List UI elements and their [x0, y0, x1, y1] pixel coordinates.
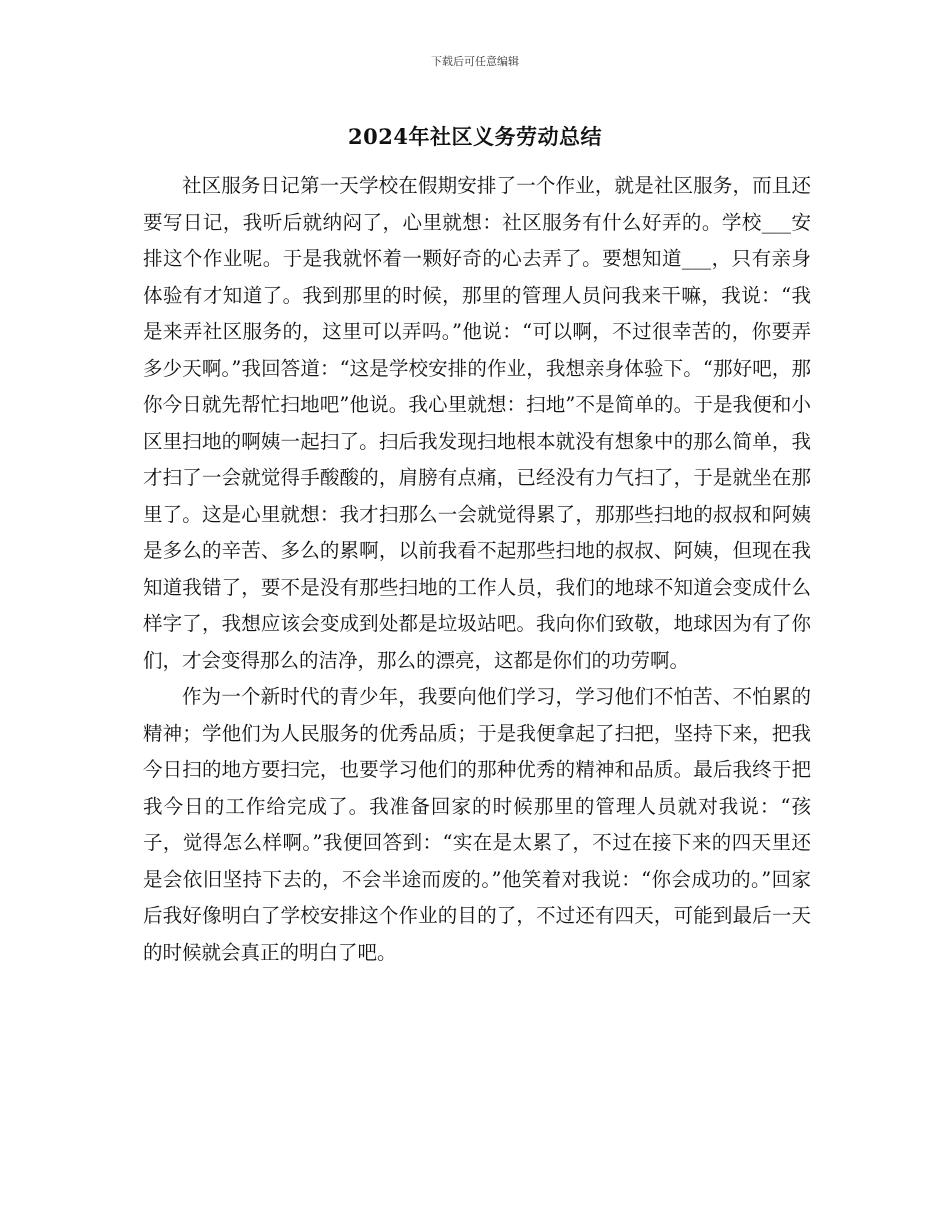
page-header-note: 下载后可任意编辑	[431, 55, 519, 68]
paragraph-2: 作为一个新时代的青少年，我要向他们学习，学习他们不怕苦、不怕累的精神；学他们为人民服务的优秀品质；于是我便拿起了扫把，坚持下来，把我今日扫的地方要扫完，也要学习他们的那种优秀的精神和品质。最后我终于把我今日的工作给完成了。我准备回家的时候那里的管理人员就对我说：“孩子，觉得怎么样啊。”我便回答到：“实在是太累了，不过在接下来的四天里还是会依旧坚持下去的，不会半途而废的。”他笑着对我说：“你会成功的。”回家后我好像明白了学校安排这个作业的目的了，不过还有四天，可能到最后一天的时候就会真正的明白了吧。	[143, 685, 811, 964]
document-body	[143, 168, 811, 971]
document-title: 2024年社区义务劳动总结	[348, 124, 602, 149]
paragraph-1: 社区服务日记第一天学校在假期安排了一个作业，就是社区服务，而且还要写日记，我听后就纳闷了，心里就想：社区服务有什么好弄的。学校___安排这个作业呢。于是我就怀着一颗好奇的心去弄了。要想知道___，只有亲身体验有才知道了。我到那里的时候，那里的管理人员问我来干嘛，我说：“我是来弄社区服务的，这里可以弄吗。”他说：“可以啊，不过很幸苦的，你要弄多少天啊。”我回答道：“这是学校安排的作业，我想亲身体验下。“那好吧，那你今日就先帮忙扫地吧”他说。我心里就想：扫地”不是简单的。于是我便和小区里扫地的啊姨一起扫了。扫后我发现扫地根本就没有想象中的那么简单，我才扫了一会就觉得手酸酸的，肩膀有点痛，已经没有力气扫了，于是就坐在那里了。这是心里就想：我才扫那么一会就觉得累了，那那些扫地的叔叔和阿姨是多么的辛苦、多么的累啊，以前我看不起那些扫地的叔叔、阿姨，但现在我知道我错了，要不是没有那些扫地的工作人员，我们的地球不知道会变成什么样字了，我想应该会变成到处都是垃圾站吧。我向你们致敬，地球因为有了你们，才会变得那么的洁净，那么的漂亮，这都是你们的功劳啊。	[143, 174, 811, 672]
